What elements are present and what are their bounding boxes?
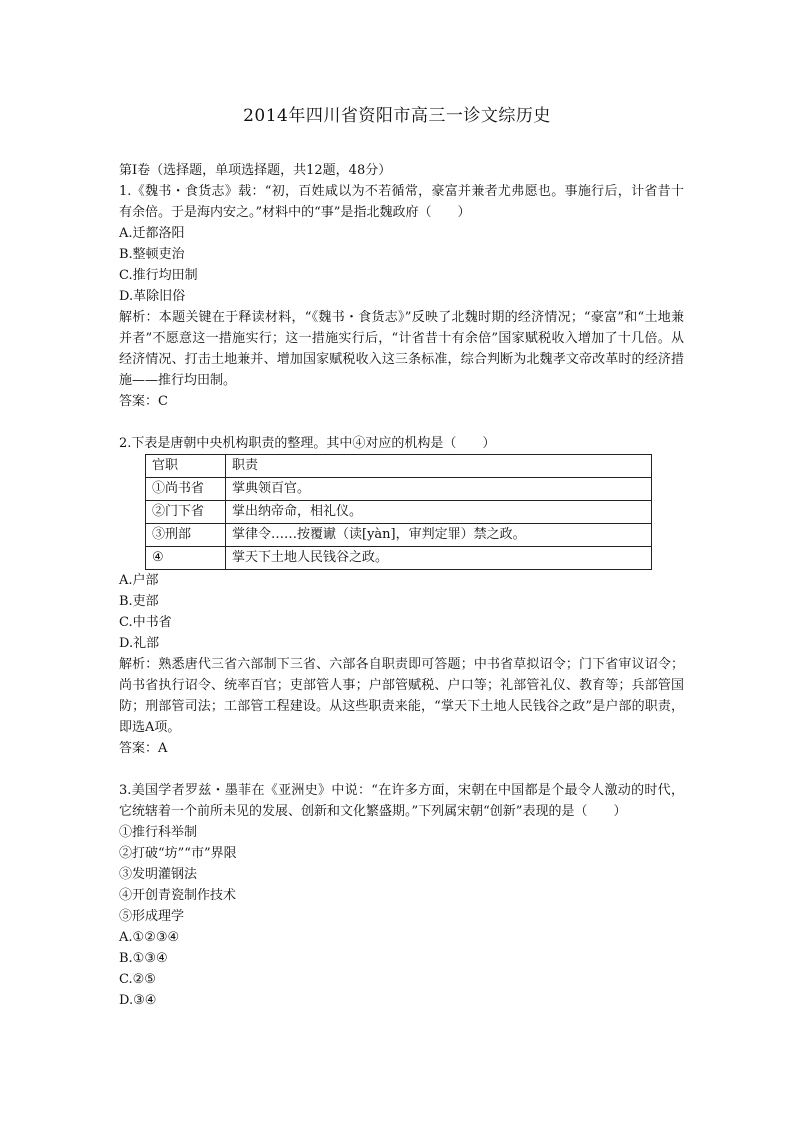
- table-header-cell: 官职: [146, 455, 226, 478]
- q1-analysis: 解析：本题关键在于释读材料，“《魏书・食货志》”反映了北魏时期的经济情况；“豪富”和“土地兼并者”不愿意这一措施实行；这一措施实行后，“计省昔十有余倍”国家赋税收入增加了十几倍。从经济情况、打击土地兼并、增加国家赋税收入这三条标准，综合判断为北魏孝文帝改革时的经济措施——推行均田制。: [119, 310, 684, 388]
- q2-option-d: D.礼部: [119, 636, 160, 651]
- q2-option-b: B.吏部: [119, 594, 159, 609]
- spacer: [119, 412, 684, 433]
- table-cell: ④: [146, 547, 226, 570]
- q2-answer: 答案：A: [119, 741, 168, 756]
- q1-answer: 答案：C: [119, 394, 168, 409]
- q2-option-a: A.户部: [119, 573, 159, 588]
- q1-option-a: A.迁都洛阳: [119, 226, 185, 241]
- table-cell: ①尚书省: [146, 478, 226, 501]
- table-cell: 掌出纳帝命，相礼仪。: [226, 501, 652, 524]
- q3-item-1: ①推行科举制: [119, 825, 198, 840]
- table-cell: ②门下省: [146, 501, 226, 524]
- table-row: [146, 524, 652, 547]
- table-cell: ③刑部: [146, 524, 226, 547]
- q3-item-3: ③发明灌钢法: [119, 867, 198, 882]
- table-row: [146, 547, 652, 570]
- q3-item-4: ④开创青瓷制作技术: [119, 888, 237, 903]
- question-3-stem: 3.美国学者罗兹・墨菲在《亚洲史》中说：“在许多方面，宋朝在中国都是个最令人激动的时代，它统辖着一个前所未见的发展、创新和文化繁盛期。”下列属宋朝“创新”表现的是（ ）: [119, 783, 684, 819]
- spacer: [119, 759, 684, 780]
- q1-option-b: B.整顿吏治: [119, 247, 185, 262]
- q2-analysis: 解析：熟悉唐代三省六部制下三省、六部各自职责即可答题；中书省草拟诏令；门下省审议诏令；尚书省执行诏令、统率百官；吏部管人事；户部管赋税、户口等；礼部管礼仪、教育等；兵部管国防；刑部管司法；工部管工程建设。从这些职责来能，“掌天下土地人民钱谷之政”是户部的职责，即选A项。: [119, 657, 684, 735]
- q1-option-d: D.革除旧俗: [119, 289, 186, 304]
- table-cell: 掌律令……按覆谳（读[yàn]，审判定罪）禁之政。: [226, 524, 652, 547]
- table-cell: 掌典领百官。: [226, 478, 652, 501]
- table-row: [146, 478, 652, 501]
- question-1-stem: 1.《魏书・食货志》载：“初，百姓咸以为不若循常，豪富并兼者尤弗愿也。事施行后，计省昔十有余倍。于是海内安之。”材料中的“事”是指北魏政府（ ）: [119, 184, 684, 220]
- q3-option-d: D.③④: [119, 993, 157, 1008]
- section-heading: 第Ⅰ卷（选择题，单项选择题，共12题，48分）: [119, 163, 392, 178]
- table-header-row: [146, 455, 652, 478]
- q2-option-c: C.中书省: [119, 615, 172, 630]
- q3-option-b: B.①③④: [119, 951, 168, 966]
- table-row: [146, 501, 652, 524]
- table-header-cell: 职责: [226, 455, 652, 478]
- q3-item-2: ②打破“坊”“市”界限: [119, 846, 237, 861]
- table-cell: 掌天下土地人民钱谷之政。: [226, 547, 652, 570]
- question-2-stem: 2.下表是唐朝中央机构职责的整理。其中④对应的机构是（ ）: [119, 436, 496, 451]
- q3-item-5: ⑤形成理学: [119, 909, 185, 924]
- document-title: 2014年四川省资阳市高三一诊文综历史: [243, 106, 551, 126]
- document-body: [119, 160, 684, 1011]
- q3-option-a: A.①②③④: [119, 930, 180, 945]
- q1-option-c: C.推行均田制: [119, 268, 198, 283]
- tang-office-table: [145, 454, 652, 570]
- q3-option-c: C.②⑤: [119, 972, 156, 987]
